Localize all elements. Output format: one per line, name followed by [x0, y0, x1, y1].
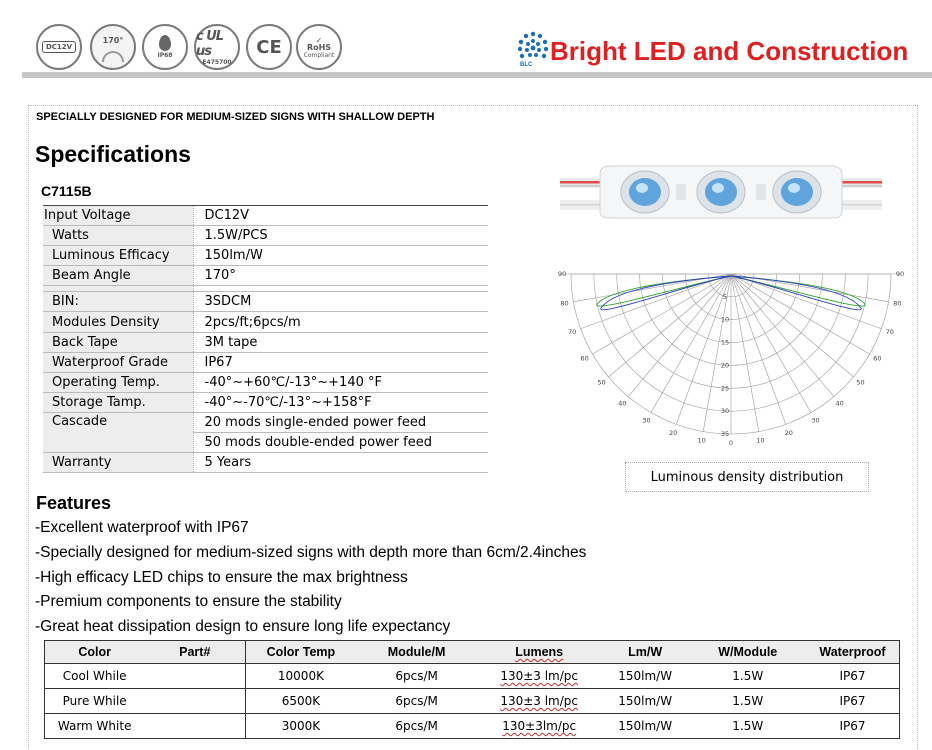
radial-label: 30	[720, 407, 730, 416]
spec-row	[43, 392, 488, 412]
angle-label: 70	[568, 327, 577, 336]
feature-item: -Excellent waterproof with IP67	[35, 519, 249, 536]
angle-label: 30	[811, 416, 820, 425]
angle-label: 60	[580, 354, 589, 363]
column-header: Color	[45, 641, 145, 664]
spec-row	[43, 352, 488, 372]
spec-label: Watts	[43, 226, 193, 246]
variants-table	[44, 640, 900, 739]
radial-label: 25	[720, 384, 730, 393]
variants-header-row	[45, 641, 900, 664]
spec-value: -40°~-70℃/-13°~+158°F	[193, 392, 488, 412]
spec-label: Luminous Efficacy	[43, 246, 193, 266]
spec-label: Operating Temp.	[43, 372, 193, 392]
spec-label: BIN:	[43, 292, 193, 312]
radial-label: 20	[720, 361, 730, 370]
spec-label: Modules Density	[43, 312, 193, 332]
ul-icon: c UL us E475700	[194, 24, 240, 70]
spec-row	[43, 266, 488, 286]
ip68-icon: IP68	[142, 24, 188, 70]
angle-label: 90	[557, 270, 567, 278]
spec-row	[43, 332, 488, 352]
brand-name: Bright LED and Construction	[550, 36, 909, 66]
chart-caption: Luminous density distribution	[625, 462, 869, 492]
spec-value: 2pcs/ft;6pcs/m	[193, 312, 488, 332]
led-module-image	[560, 160, 882, 224]
column-header: Part#	[144, 641, 245, 664]
features-title: Features	[36, 493, 112, 513]
angle-label: 50	[856, 378, 865, 387]
spec-value: 3M tape	[193, 332, 488, 352]
radial-label: 5	[722, 292, 728, 301]
radial-label: 10	[720, 315, 730, 324]
spec-value: 5 Years	[193, 453, 488, 473]
spec-label: Waterproof Grade	[43, 352, 193, 372]
rohs-icon: ✓ RoHS Compliant	[296, 24, 342, 70]
angle-label: 0	[728, 439, 734, 447]
spec-value: IP67	[193, 352, 488, 372]
product-subheading: SPECIALLY DESIGNED FOR MEDIUM-SIZED SIGNS WITH SHALLOW DEPTH	[36, 111, 435, 123]
spec-row	[43, 292, 488, 312]
spec-label: Back Tape	[43, 332, 193, 352]
column-header: Module/M	[356, 641, 478, 664]
angle-label: 90	[895, 270, 905, 278]
angle-label: 40	[835, 399, 844, 408]
spec-label: Warranty	[43, 453, 193, 473]
feature-item: -High efficacy LED chips to ensure the max brightness	[35, 568, 408, 586]
column-header: W/Module	[689, 641, 806, 664]
specifications-table	[43, 205, 488, 473]
angle-label: 80	[560, 299, 569, 308]
spec-value: DC12V	[193, 206, 488, 226]
page-header	[0, 0, 932, 78]
spec-label: Input Voltage	[43, 206, 193, 226]
features-list	[35, 516, 586, 640]
angle-label: 50	[597, 378, 606, 387]
spec-value: -40°~+60℃/-13°~+140 °F	[193, 372, 488, 392]
spec-value: 50 mods double-ended power feed	[193, 433, 488, 453]
column-header: Lumens	[478, 641, 601, 664]
table-row: Pure While 6500K 6pcs/M 130±3 lm/pc 150lm/W 1.5W IP67	[45, 689, 900, 714]
radial-label: 35	[720, 430, 730, 438]
spec-row	[43, 412, 488, 432]
feature-item: -Great heat dissipation design to ensure long life expectancy	[35, 618, 451, 636]
spec-value: 1.5W/PCS	[193, 226, 488, 246]
table-row: Cool While 10000K 6pcs/M 130±3 lm/pc 150lm/W 1.5W IP67	[45, 664, 900, 689]
angle-label: 10	[697, 436, 706, 445]
spec-label: Beam Angle	[43, 266, 193, 286]
angle-label: 80	[893, 299, 902, 308]
spec-label: Cascade	[43, 412, 193, 452]
angle-label: 20	[669, 428, 678, 437]
spec-value: 3SDCM	[193, 292, 488, 312]
feature-item: -Premium components to ensure the stability	[35, 593, 342, 611]
spec-row	[43, 206, 488, 226]
spec-value: 20 mods single-ended power feed	[193, 412, 488, 432]
spec-row	[43, 453, 488, 473]
angle-label: 10	[756, 436, 765, 445]
column-header: Waterproof	[806, 641, 900, 664]
spec-label: Storage Tamp.	[43, 392, 193, 412]
brand-logo-text: BLC	[520, 62, 533, 68]
spec-row	[43, 226, 488, 246]
feature-item: -Specially designed for medium-sized signs with depth more than 6cm/2.4inches	[35, 543, 587, 561]
column-header: Color Temp	[246, 641, 356, 664]
angle-label: 40	[618, 399, 627, 408]
column-header: Lm/W	[601, 641, 690, 664]
header-divider	[22, 72, 932, 78]
angle-label: 20	[784, 428, 793, 437]
dc12v-icon: DC12V	[36, 24, 82, 70]
spec-row	[43, 312, 488, 332]
spec-value: 170°	[193, 266, 488, 286]
beam-angle-icon: 170°	[90, 24, 136, 70]
luminous-distribution-chart	[556, 268, 906, 450]
angle-label: 60	[873, 354, 882, 363]
spec-row	[43, 246, 488, 266]
table-row: Warm White 3000K 6pcs/M 130±3lm/pc 150lm/W 1.5W IP67	[45, 714, 900, 739]
model-number: C7115B	[41, 183, 92, 199]
ce-icon: CE	[246, 24, 292, 70]
angle-label: 70	[885, 327, 894, 336]
specifications-title: Specifications	[35, 141, 191, 167]
radial-label: 15	[720, 338, 730, 347]
angle-label: 30	[642, 416, 651, 425]
spec-row	[43, 372, 488, 392]
spec-value: 150lm/W	[193, 246, 488, 266]
